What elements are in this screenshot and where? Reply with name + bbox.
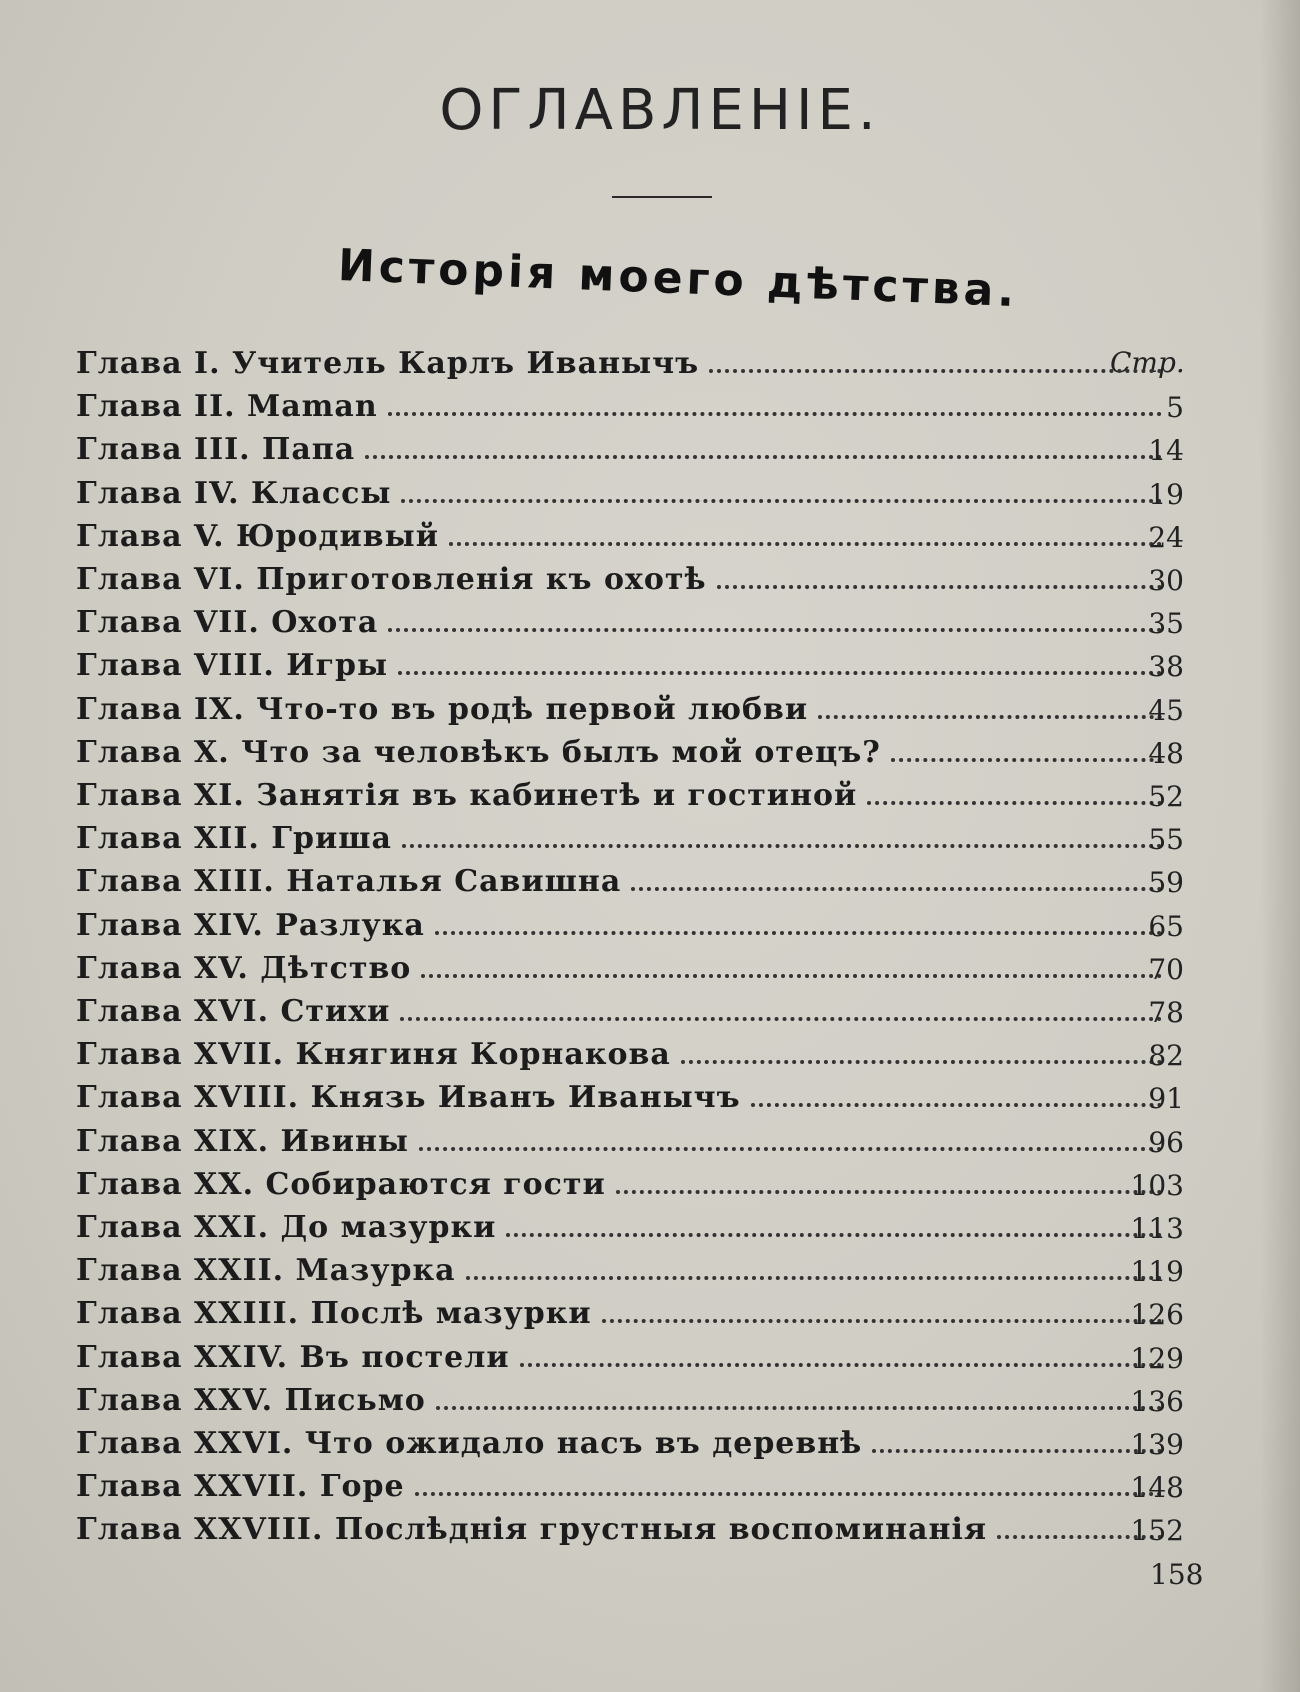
toc-entry [76, 1340, 1176, 1384]
toc-entry [76, 735, 1176, 779]
toc-chapter-title: Глава XXIV. Въ постели [76, 1339, 510, 1375]
toc-entry [76, 389, 1176, 433]
toc-page-number: 48 [1148, 736, 1184, 770]
toc-page-number: 52 [1148, 780, 1184, 813]
toc-page-number: 126 [1130, 1298, 1184, 1332]
toc-page-number: 113 [1130, 1212, 1184, 1245]
toc-chapter-title: Глава XIV. Разлука [76, 907, 425, 943]
toc-chapter-title: Глава II. Maman [76, 389, 378, 425]
toc-chapter-title: Глава IX. Что-то въ родѣ первой любви [76, 691, 809, 727]
title-divider [612, 196, 712, 198]
toc-chapter-title: Глава VI. Приготовленія къ охотѣ [76, 562, 707, 597]
toc-dot-leader [402, 826, 1162, 848]
toc-dot-leader [398, 653, 1162, 675]
toc-dot-leader [602, 1301, 1162, 1323]
toc-dot-leader [365, 437, 1162, 459]
toc-dot-leader [415, 1474, 1162, 1496]
toc-entry [76, 1426, 1176, 1470]
toc-page-number: 24 [1148, 520, 1184, 554]
toc-page-number: 129 [1130, 1341, 1184, 1375]
toc-page-number: 91 [1148, 1082, 1184, 1116]
toc-chapter-title: Глава XXI. До мазурки [76, 1210, 497, 1245]
toc-chapter-title: Глава XXVII. Горе [76, 1469, 405, 1505]
toc-chapter-title: Глава XVI. Стихи [76, 994, 391, 1029]
toc-page-number: 45 [1148, 693, 1184, 727]
toc-page-number: 59 [1148, 866, 1184, 900]
page-shadow [1260, 0, 1300, 1692]
toc-entry [76, 1253, 1176, 1297]
toc-entry [76, 432, 1176, 476]
toc-chapter-title: Глава XII. Гриша [76, 821, 392, 857]
toc-entry [76, 648, 1176, 692]
toc-dot-leader [388, 394, 1162, 416]
toc-chapter-title: Глава XVII. Княгиня Корнакова [76, 1037, 671, 1073]
toc-page-number: 30 [1148, 564, 1184, 597]
toc-chapter-title: Глава XI. Занятія въ кабинетѣ и гостиной [76, 778, 858, 813]
toc-dot-leader [419, 1129, 1162, 1151]
toc-dot-leader [435, 913, 1162, 935]
toc-chapter-title: Глава XIII. Наталья Савишна [76, 864, 622, 900]
toc-chapter-title: Глава VII. Охота [76, 605, 379, 641]
toc-entry [76, 1167, 1176, 1211]
toc-chapter-title: Глава XXVI. Что ожидало насъ въ деревнѣ [76, 1426, 863, 1461]
toc-page-number: 35 [1148, 607, 1184, 641]
toc-dot-leader [520, 1345, 1162, 1367]
toc-page-number: 82 [1148, 1039, 1184, 1073]
page-column-label: Стр. [1110, 346, 1185, 379]
toc-chapter-title: Глава XXIII. Послѣ мазурки [76, 1296, 592, 1332]
toc-entry [76, 519, 1176, 563]
toc-chapter-title: Глава XXV. Письмо [76, 1382, 426, 1418]
toc-dot-leader [818, 697, 1162, 719]
toc-entry [76, 1469, 1176, 1513]
toc-page-number: 96 [1148, 1125, 1184, 1159]
toc-page-number: 55 [1148, 823, 1184, 857]
toc-dot-leader [401, 481, 1162, 503]
toc-entry [76, 1080, 1176, 1124]
toc-dot-leader [751, 1085, 1162, 1107]
toc-page-number: 65 [1148, 909, 1184, 943]
toc-chapter-title: Глава III. Папа [76, 432, 356, 468]
toc-entry [76, 692, 1176, 736]
toc-page-number: 152 [1130, 1514, 1184, 1548]
toc-entry [76, 951, 1176, 995]
toc-chapter-title: Глава XV. Дѣтство [76, 950, 412, 986]
toc-dot-leader [872, 1431, 1162, 1453]
toc-page-number: 5 [1166, 391, 1184, 425]
toc-dot-leader [449, 524, 1162, 546]
toc-chapter-title: Глава XIX. Ивины [76, 1123, 409, 1159]
toc-dot-leader [709, 351, 1162, 373]
toc-entry [76, 476, 1176, 520]
toc-entry [76, 1383, 1176, 1427]
toc-page-number: 148 [1130, 1471, 1184, 1505]
page-title: ОГЛАВЛЕНІЕ. [439, 78, 881, 143]
toc-page-number: 119 [1130, 1255, 1184, 1289]
toc-chapter-title: Глава XXII. Мазурка [76, 1253, 456, 1289]
toc-page-number: 70 [1148, 952, 1184, 986]
toc-dot-leader [388, 610, 1162, 632]
toc-entry [76, 346, 1176, 390]
toc-page-number: 78 [1148, 996, 1184, 1029]
toc-chapter-title: Глава XXVIII. Послѣднія грустныя воспоминанія [76, 1512, 988, 1548]
toc-dot-leader [466, 1258, 1162, 1280]
toc-entry [76, 1124, 1176, 1168]
toc-dot-leader [717, 567, 1162, 589]
toc-entry [76, 908, 1176, 952]
toc-dot-leader [400, 999, 1162, 1021]
toc-entry [76, 562, 1176, 606]
toc-entry [76, 994, 1176, 1038]
toc-dot-leader [506, 1215, 1162, 1237]
toc-entry [76, 1296, 1176, 1340]
toc-entry [76, 1512, 1176, 1556]
toc-chapter-title: Глава V. Юродивый [76, 518, 439, 554]
section-title: Исторія моего дѣтства. [337, 240, 1020, 318]
toc-dot-leader [867, 783, 1162, 805]
toc-dot-leader [631, 869, 1162, 891]
toc-dot-leader [616, 1172, 1162, 1194]
toc-chapter-title: Глава XX. Собираются гости [76, 1166, 606, 1202]
toc-entry [76, 778, 1176, 822]
toc-page-number: 103 [1130, 1168, 1184, 1202]
toc-dot-leader [421, 956, 1162, 978]
toc-chapter-title: Глава XVIII. Князь Иванъ Иванычъ [76, 1080, 741, 1116]
toc-page-number: 14 [1148, 434, 1184, 468]
toc-chapter-title: Глава X. Что за человѣкъ былъ мой отецъ? [76, 734, 881, 770]
toc-page-number: 19 [1148, 477, 1184, 511]
toc-chapter-title: Глава VIII. Игры [76, 648, 389, 684]
toc-dot-leader [681, 1042, 1162, 1064]
toc-dot-leader [891, 740, 1162, 762]
toc-chapter-title: Глава I. Учитель Карлъ Иванычъ [76, 346, 700, 381]
toc-page-number: 139 [1130, 1428, 1184, 1461]
toc-entry [76, 821, 1176, 865]
toc-entry [76, 605, 1176, 649]
trailing-page-number: 158 [1150, 1557, 1204, 1591]
toc-entry [76, 1037, 1176, 1081]
toc-page-number: 136 [1130, 1384, 1184, 1418]
toc-entry [76, 1210, 1176, 1254]
toc-entry [76, 864, 1176, 908]
toc-dot-leader [436, 1388, 1162, 1410]
toc-page-number: 38 [1148, 650, 1184, 684]
toc-chapter-title: Глава IV. Классы [76, 475, 392, 511]
